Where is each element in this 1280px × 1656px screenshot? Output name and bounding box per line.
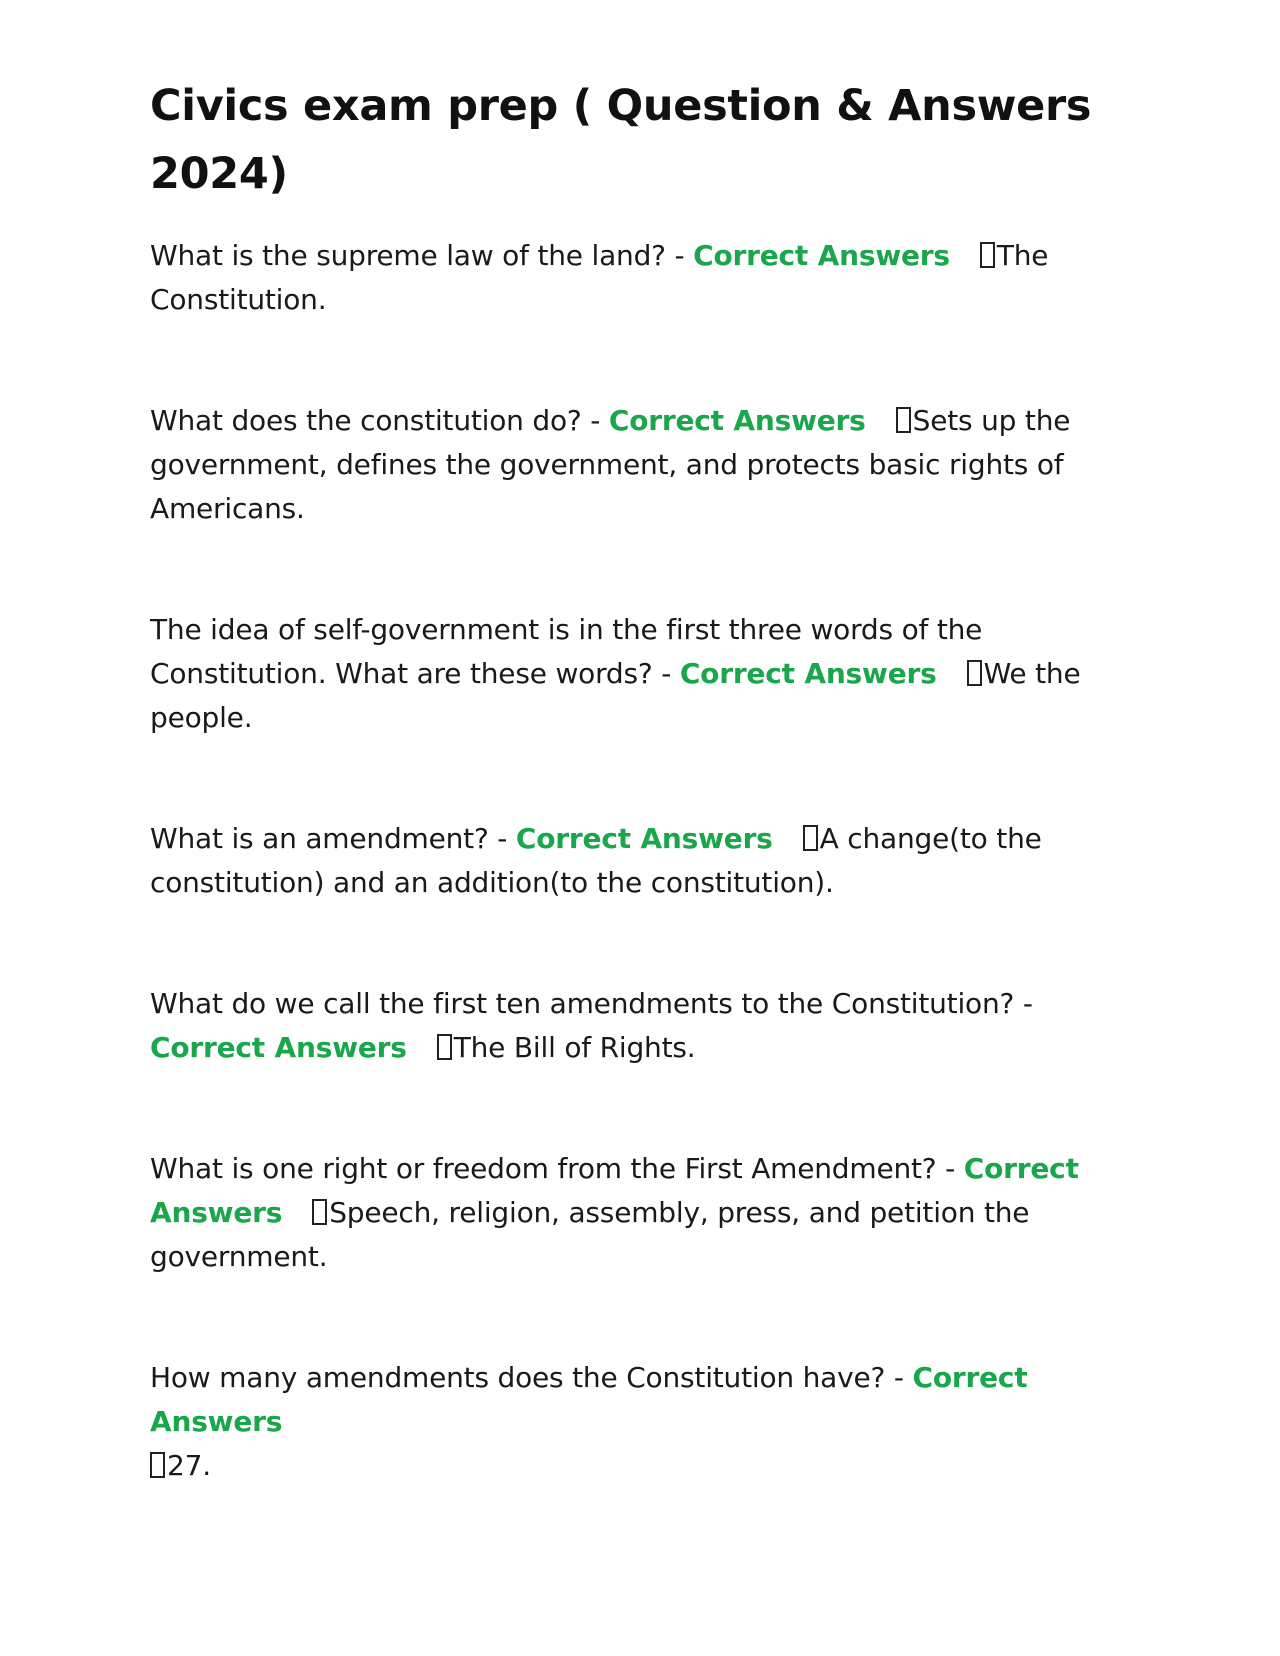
missing-glyph-icon xyxy=(437,1034,452,1060)
qa-item xyxy=(150,817,1140,905)
qa-item xyxy=(150,1356,1140,1488)
question-text: What does the constitution do? - xyxy=(150,404,609,437)
answer-label: Correct Answers xyxy=(515,822,773,855)
answer-text: 27. xyxy=(167,1449,211,1482)
answer-label: Correct Answers xyxy=(150,1031,407,1064)
qa-item xyxy=(150,1147,1140,1279)
answer-label: Correct Answers xyxy=(679,657,937,690)
question-text: What is one right or freedom from the First Amendment? - xyxy=(150,1152,964,1185)
missing-glyph-icon xyxy=(967,660,982,686)
answer-text: Speech, religion, assembly, press, and petition the government. xyxy=(150,1196,1030,1273)
document-title: Civics exam prep ( Question & Answers 2024) xyxy=(150,81,1092,199)
answer-text: We the people. xyxy=(150,657,1081,734)
answer-label: Correct Answers xyxy=(150,1152,1079,1229)
answer-text: Sets up the government, defines the government, and protects basic rights of Americans. xyxy=(150,404,1071,525)
question-text: What is the supreme law of the land? - xyxy=(150,239,694,272)
qa-item xyxy=(150,982,1140,1070)
missing-glyph-icon xyxy=(312,1199,327,1225)
qa-item xyxy=(150,608,1140,740)
answer-text: The Bill of Rights. xyxy=(453,1031,696,1064)
question-text: How many amendments does the Constitution have? - xyxy=(150,1361,913,1394)
document-page xyxy=(150,72,1140,1565)
question-text: The idea of self-government is in the first three words of the Constitution. What are these words? - xyxy=(150,613,983,690)
answer-label: Correct Answers xyxy=(693,239,950,272)
missing-glyph-icon xyxy=(150,1452,165,1478)
missing-glyph-icon xyxy=(896,407,911,433)
question-text: What do we call the first ten amendments to the Constitution? - xyxy=(150,987,1033,1020)
answer-text: The Constitution. xyxy=(150,239,1049,316)
qa-item xyxy=(150,399,1140,531)
answer-label: Correct Answers xyxy=(608,404,866,437)
answer-label: Correct Answers xyxy=(150,1361,1028,1438)
qa-item xyxy=(150,234,1140,322)
question-text: What is an amendment? - xyxy=(150,822,516,855)
answer-text: A change(to the constitution) and an addition(to the constitution). xyxy=(150,822,1042,899)
missing-glyph-icon xyxy=(803,825,818,851)
missing-glyph-icon xyxy=(980,242,995,268)
